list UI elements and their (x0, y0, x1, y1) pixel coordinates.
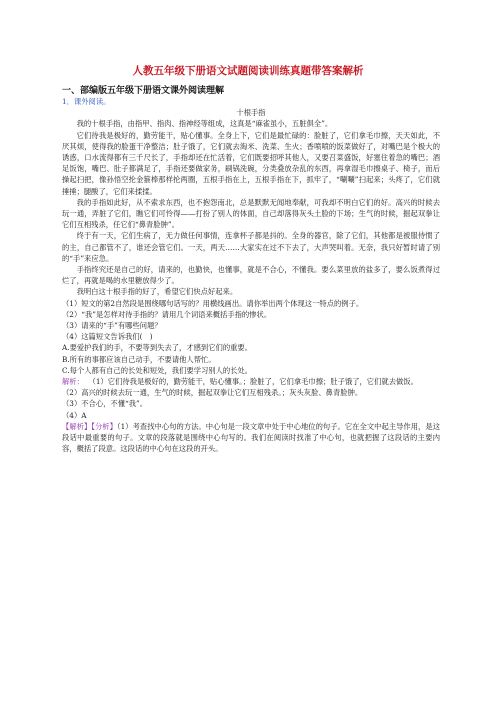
passage-paragraph-6: 我明白这十根手指的好了，希望它们快点好起来。 (76, 287, 238, 297)
passage-paragraph-3: 我的手指如此好，从不索求东西，也不抱怨南北，总是默默无闻地奉献，可我却不明白它们的好。高兴的时候去玩一通，弄脏了它们，瞧它们可怜得——打扮了别人的体面，自己却落得灰头土脸的下场；生气的时候，掘起双拳让它们互相残杀，任它们“鼻青脸肿”。 (62, 197, 440, 230)
option-a: A.要爱护我们的手，不要等到失去了，才感到它们的重要。 (62, 343, 253, 353)
question-3: （3）请来的“手”有哪些问题？ (62, 321, 162, 331)
answer-4: （4）A (62, 410, 87, 420)
question-intro: 1．课外阅读。 (62, 97, 111, 106)
explanation (62, 421, 440, 455)
document-body (62, 96, 440, 455)
option-b: B.所有的事都应该自己动手，不要请他人帮忙。 (62, 354, 216, 364)
passage-paragraph-1: 我的十根手指，由指甲、指肉、指神经等组成，这真是“麻雀虽小，五脏俱全”。 (76, 119, 333, 129)
passage-paragraph-4: 终于有一天，它们生病了，无力做任何事情，连拿杯子都是抖的。全身的器官，除了它们，其他都是被服侍惯了的主，自己都管不了，谁还会管它们。一天，两天……大家实在过不下去了，大声哭叫着。无奈，我只好暂时请了别的“手”来应急。 (62, 231, 440, 263)
passage-title: 十根手指 (236, 108, 266, 118)
option-c: C.每个人都有自己的长处和短处，我们要学习别人的长处。 (62, 365, 253, 375)
explanation-text: （1）考查找中心句的方法。中心句是一段文章中处于中心地位的句子。它在全文中起主导作用，是这段话中最重要的句子。文章的段落就是围绕中心句写的。我们在阅读时找准了中心句，也就把握了这段话的主要内容，概括了段意。这段话的中心句在这段的开头。 (62, 421, 440, 454)
question-1: （1）短文的第2自然段是围绕哪句话写的？用横线画出。请你举出两个体现这一特点的例子。 (62, 298, 364, 308)
passage-paragraph-5: 手指终究还是自己的好，请来的，也勤快，也懂事，就是不合心，不懂我。要么菜里放的盐多了，要么饭煮得过烂了，再就是喝的水里糖放得少了。 (62, 265, 440, 286)
explanation-label: 【解析】【分析】 (62, 421, 117, 431)
answer-1-text: （1）它们待我是极好的，勤劳能干，贴心懂事。；脸脏了，它们拿毛巾擦；肚子饿了，它们就去做饭。 (88, 377, 418, 387)
question-2: （2）“我”是怎样对待手指的？请用几个词语来概括手指的惨状。 (62, 309, 272, 319)
question-4: （4）这篇短文告诉我们( ) (62, 332, 153, 342)
analysis-label: 解析： (62, 377, 84, 387)
section-heading: 一、部编版五年级下册语文课外阅读理解 (62, 86, 225, 96)
document-title: 人教五年级下册语文试题阅读训练真题带答案解析 (132, 65, 364, 77)
answer-1 (62, 376, 440, 387)
answer-3: （3）不合心，不懂“我”。 (62, 399, 148, 409)
answer-2: （2）高兴的时候去玩一通，生气的时候，掘起双拳让它们互相残杀。；灰头灰脸、鼻青脸肿。 (62, 388, 363, 398)
passage-paragraph-2: 它们待我是极好的，勤劳能干，贴心懂事。全身上下，它们是最忙碌的：脸脏了，它们拿毛巾擦，天天如此，不厌其烦，使得我的脸蛋干净整洁；肚子饿了，它们就去淘米、洗菜、生火；香喷喷的饭菜做好了，对嘴巴是个极大的诱惑，口水流得都有三千尺长了，手指却还在忙活着，它们既要招呼其他人，又要召菜盛饭，好塞住着急的嘴巴；酒足饭饱，嘴巴、肚子都满足了，手指还要做家务，刷锅洗碗，分类叠放杂乱的东西，再拿湿毛巾擦桌子、椅子，而后操起扫把，像孙悟空抡金箍棒那样抡两圈，五根手指在上，五根手指在下，抓牢了，“唰唰”扫起来；头疼了，它们就捶捶；腿酸了，它们来揉揉。 (62, 130, 440, 196)
